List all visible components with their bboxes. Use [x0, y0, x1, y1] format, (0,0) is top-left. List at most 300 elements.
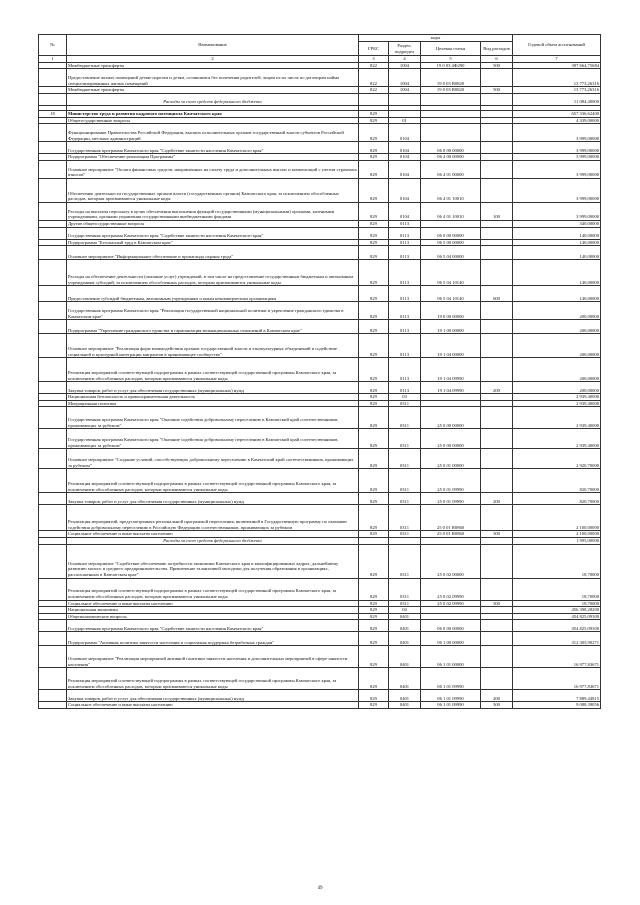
row-section: 04 — [389, 607, 421, 614]
row-target: 06 1 01 09990 — [421, 690, 481, 702]
table-row — [39, 286, 601, 302]
row-type — [481, 449, 513, 469]
row-grbs: 829 — [359, 505, 389, 531]
row-grbs: 829 — [359, 600, 389, 607]
row-target: 06 0 00 00000 — [421, 142, 481, 154]
row-number — [39, 537, 67, 544]
row-target: 25 0 01 09990 — [421, 469, 481, 493]
row-section: 0311 — [389, 449, 421, 469]
row-target: 06 1 01 09990 — [421, 668, 481, 690]
row-number — [39, 246, 67, 260]
row-name: Основное мероприятие "Реализация мероприятий активной политики занятости населения и дополнительных мероприятий в сфере занятости населения" — [67, 646, 359, 668]
row-number — [39, 87, 67, 94]
table-row — [39, 246, 601, 260]
row-name: Основное мероприятие "Оплата финансовых средств, направленных на оплату труда и дополнительных выплат и компенсаций с учетом страховых взносов" — [67, 160, 359, 178]
row-target — [421, 537, 481, 544]
row-name: Расходы на выплаты персоналу в целях обеспечения выполнения функций государственными (муниципальными) органами, казенными учреждениями, органами управления государственными внебюджетными фондами — [67, 202, 359, 220]
row-name: Национальная безопасность и правоохранительная деятельность — [67, 394, 359, 401]
row-section: 0104 — [389, 154, 421, 161]
row-name: Подпрограмма "Обеспечение реализации Программы" — [67, 154, 359, 161]
row-section: 0113 — [389, 227, 421, 239]
row-type: 200 — [481, 690, 513, 702]
row-number — [39, 407, 67, 429]
row-grbs: 829 — [359, 220, 389, 227]
row-name: Реализация мероприятий, предусмотренных региональной программой переселения, включенной в Государственную программу по оказанию содействия добровольному переселению в Российскую Федерацию соотечественников, проживающих за рубежом — [67, 505, 359, 531]
row-number — [39, 668, 67, 690]
row-amount: 3 999,00000 — [513, 178, 601, 202]
row-name: Межбюджетные трансферты — [67, 62, 359, 69]
row-grbs: 829 — [359, 394, 389, 401]
row-type — [481, 544, 513, 578]
row-section: 0104 — [389, 124, 421, 142]
table-row — [39, 407, 601, 429]
row-number — [39, 202, 67, 220]
row-type: 300 — [481, 531, 513, 538]
row-grbs: 829 — [359, 239, 389, 246]
row-type — [481, 117, 513, 124]
row-grbs: 829 — [359, 302, 389, 320]
row-section: 0104 — [389, 142, 421, 154]
colnum-6: 6 — [481, 56, 513, 63]
row-section: 0311 — [389, 505, 421, 531]
row-amount: 200,00000 — [513, 302, 601, 320]
row-number — [39, 544, 67, 578]
row-target: 25 0 01 R0860 — [421, 505, 481, 531]
row-note: Расходы за счет средств федерального бюджета — [67, 93, 359, 105]
row-target: 06 4 01 00000 — [421, 160, 481, 178]
row-section: 03 — [389, 394, 421, 401]
row-name: Общегосударственные вопросы — [67, 117, 359, 124]
row-name: Обеспечение деятельности государственных органов власти (государственных органов) Камчатского края, за исключением обособленных расходов, которым присваиваются уникальные коды — [67, 178, 359, 202]
row-name: Другие общегосударственные вопросы — [67, 220, 359, 227]
row-amount: 3 999,00000 — [513, 124, 601, 142]
row-grbs: 822 — [359, 69, 389, 87]
table-row — [39, 578, 601, 600]
row-amount: 16 977,83671 — [513, 668, 601, 690]
row-target: 06 5 00 00000 — [421, 239, 481, 246]
row-number — [39, 531, 67, 538]
row-name: Подпрограмма "Безопасный труд в Камчатском крае" — [67, 239, 359, 246]
table-row — [39, 607, 601, 614]
table-row — [39, 110, 601, 117]
colnum-1: 1 — [39, 56, 67, 63]
table-row — [39, 202, 601, 220]
row-grbs: 829 — [359, 260, 389, 286]
row-grbs: 829 — [359, 429, 389, 449]
row-section: 0401 — [389, 613, 421, 620]
row-type — [481, 646, 513, 668]
row-type — [481, 260, 513, 286]
row-section: 0311 — [389, 469, 421, 493]
row-amount: 140,00000 — [513, 227, 601, 239]
row-number — [39, 62, 67, 69]
row-number — [39, 449, 67, 469]
row-type — [481, 668, 513, 690]
row-type — [481, 178, 513, 202]
row-amount: 200,00000 — [513, 320, 601, 334]
row-target: 06 4 01 10010 — [421, 202, 481, 220]
table-row — [39, 531, 601, 538]
row-target: 19 1 04 00000 — [421, 334, 481, 358]
row-section: 0311 — [389, 493, 421, 505]
row-name: Министерство труда и развития кадрового потенциала Камчатского края — [67, 110, 359, 117]
row-number — [39, 429, 67, 449]
row-number — [39, 154, 67, 161]
row-name: Предоставление субсидий бюджетным, автономным учреждениям и иным некоммерческим организациям — [67, 286, 359, 302]
row-grbs: 829 — [359, 531, 389, 538]
row-target — [421, 220, 481, 227]
row-section: 0401 — [389, 668, 421, 690]
table-row — [39, 600, 601, 607]
table-row — [39, 358, 601, 382]
row-amount: 820,70000 — [513, 469, 601, 493]
row-name: Закупка товаров, работ и услуг для обеспечения государственных (муниципальных) нужд — [67, 690, 359, 702]
row-type: 200 — [481, 382, 513, 394]
row-grbs: 829 — [359, 668, 389, 690]
row-section: 0113 — [389, 382, 421, 394]
row-grbs: 829 — [359, 620, 389, 632]
row-name: Общеэкономические вопросы — [67, 613, 359, 620]
row-grbs: 829 — [359, 246, 389, 260]
row-number — [39, 178, 67, 202]
row-section: 0113 — [389, 260, 421, 286]
row-number — [39, 286, 67, 302]
row-target — [421, 124, 481, 142]
row-amount: 3 999,00000 — [513, 202, 601, 220]
table-row — [39, 469, 601, 493]
header-codes: коды — [359, 35, 513, 42]
row-type: 300 — [481, 702, 513, 709]
row-target — [421, 607, 481, 614]
row-name: Предоставление жилых помещений детям-сиротам и детям, оставшимся без попечения родителей, лицам из их числа по договорам найма специализированных жилых помещений — [67, 69, 359, 87]
row-number — [39, 358, 67, 382]
table-row — [39, 160, 601, 178]
row-target: 25 0 01 R0860 — [421, 531, 481, 538]
row-section: 0401 — [389, 620, 421, 632]
row-amount: 3 999,00000 — [513, 160, 601, 178]
table-row — [39, 429, 601, 449]
row-type — [481, 632, 513, 646]
row-amount: 13 773,26316 — [513, 87, 601, 94]
row-target — [421, 110, 481, 117]
table-row — [39, 62, 601, 69]
row-section: 0113 — [389, 286, 421, 302]
table-row — [39, 394, 601, 401]
row-section: 0311 — [389, 544, 421, 578]
row-type — [481, 358, 513, 382]
row-number — [39, 117, 67, 124]
table-row — [39, 93, 601, 105]
row-grbs: 829 — [359, 632, 389, 646]
row-name: Основное мероприятие "Содействие обеспечению потребности экономики Камчатского края в квалифицированных кадрах, дальнейшему развитию малого и среднего предпринимательства. Привлечение талантливой молодежи для получения образования в организациях, расположенных в Камчатском крае" — [67, 544, 359, 578]
row-section: 0113 — [389, 302, 421, 320]
table-row — [39, 302, 601, 320]
row-number — [39, 124, 67, 142]
colnum-5: 5 — [421, 56, 481, 63]
row-amount: 454 825,09300 — [513, 620, 601, 632]
table-row — [39, 668, 601, 690]
row-grbs: 829 — [359, 613, 389, 620]
row-amount: 140,00000 — [513, 239, 601, 246]
row-name: Реализация мероприятий соответствующей подпрограммы в рамках соответствующей государственной программы Камчатского края, за исключением обособленных расходов, которым присваиваются уникальные коды — [67, 358, 359, 382]
row-number — [39, 632, 67, 646]
row-target: 25 0 01 00000 — [421, 449, 481, 469]
row-grbs: 829 — [359, 334, 389, 358]
row-grbs — [359, 93, 389, 105]
row-type — [481, 400, 513, 407]
row-type — [481, 227, 513, 239]
table-row — [39, 449, 601, 469]
row-target: 25 0 02 09990 — [421, 578, 481, 600]
row-number — [39, 690, 67, 702]
row-amount: 3 999,00000 — [513, 142, 601, 154]
row-target: 19 0 03 R0820 — [421, 87, 481, 94]
row-type — [481, 142, 513, 154]
row-grbs: 829 — [359, 578, 389, 600]
row-target: 06 4 00 00000 — [421, 154, 481, 161]
row-amount: 7 889,44815 — [513, 690, 601, 702]
row-name: Государственная программа Камчатского края "Оказание содействия добровольному переселению в Камчатский край соотечественников, проживающих за рубежом" — [67, 429, 359, 449]
row-number — [39, 320, 67, 334]
table-row — [39, 239, 601, 246]
row-target: 06 1 01 00000 — [421, 646, 481, 668]
table-row — [39, 400, 601, 407]
row-type: 500 — [481, 87, 513, 94]
row-type — [481, 429, 513, 449]
row-name: Государственная программа Камчатского края "Содействие занятости населения Камчатского края" — [67, 227, 359, 239]
row-number — [39, 260, 67, 286]
row-target: 06 0 00 00000 — [421, 620, 481, 632]
table-row — [39, 142, 601, 154]
row-grbs: 829 — [359, 469, 389, 493]
row-type — [481, 160, 513, 178]
header-name: Наименование — [67, 35, 359, 56]
table-row — [39, 227, 601, 239]
table-row — [39, 493, 601, 505]
row-grbs: 822 — [359, 62, 389, 69]
row-amount: 9 088,39056 — [513, 702, 601, 709]
header-no: № — [39, 35, 67, 56]
table-row — [39, 505, 601, 531]
row-amount: 2 939,40000 — [513, 400, 601, 407]
row-number — [39, 69, 67, 87]
row-grbs: 829 — [359, 154, 389, 161]
row-amount: 11 084,40000 — [513, 93, 601, 105]
row-grbs — [359, 537, 389, 544]
row-section: 0113 — [389, 358, 421, 382]
row-amount: 2 939,40000 — [513, 407, 601, 429]
row-amount: 200,00000 — [513, 358, 601, 382]
row-target: 25 0 02 00000 — [421, 544, 481, 578]
header-type: Вид расходов — [481, 42, 513, 56]
row-type — [481, 394, 513, 401]
row-name: Расходы на обеспечение деятельности (оказание услуг) учреждений, в том числе на предоставление государственным бюджетным и автономным учреждениям субсидий, за исключением обособленных расходов, которым присваиваются уникальные коды — [67, 260, 359, 286]
row-grbs: 829 — [359, 160, 389, 178]
page-number: 49 — [317, 886, 323, 891]
row-number — [39, 382, 67, 394]
row-amount: 18,70000 — [513, 544, 601, 578]
row-grbs: 829 — [359, 227, 389, 239]
row-type: 300 — [481, 600, 513, 607]
row-type — [481, 334, 513, 358]
header-target: Целевая статья — [421, 42, 481, 56]
row-name: Государственная программа Камчатского края "Реализация государственной национальной политики и укрепление гражданского единства в Камчатском крае" — [67, 302, 359, 320]
colnum-4: 4 — [389, 56, 421, 63]
row-type — [481, 154, 513, 161]
row-target: 25 0 00 00000 — [421, 407, 481, 429]
row-amount: 140,00000 — [513, 260, 601, 286]
row-section: 0401 — [389, 632, 421, 646]
row-amount: 456 398,28200 — [513, 607, 601, 614]
table-body — [39, 62, 601, 708]
row-section: 0104 — [389, 160, 421, 178]
row-name: Социальное обеспечение и иные выплаты населению — [67, 702, 359, 709]
row-number — [39, 160, 67, 178]
budget-page — [38, 34, 600, 709]
row-target: 06 1 01 09990 — [421, 702, 481, 709]
row-target: 19 0 00 00000 — [421, 302, 481, 320]
row-section: 0113 — [389, 246, 421, 260]
colnum-3: 3 — [359, 56, 389, 63]
row-section — [389, 110, 421, 117]
row-amount: 16 977,83671 — [513, 646, 601, 668]
row-number — [39, 142, 67, 154]
row-target: 06 5 04 10140 — [421, 286, 481, 302]
row-note: Расходы за счет средств федерального бюджета — [67, 537, 359, 544]
row-name: Социальное обеспечение и иные выплаты населению — [67, 600, 359, 607]
table-row — [39, 87, 601, 94]
row-type — [481, 93, 513, 105]
row-section: 0104 — [389, 178, 421, 202]
row-amount: 3 999,00000 — [513, 154, 601, 161]
row-type — [481, 607, 513, 614]
row-amount: 397 664,75684 — [513, 62, 601, 69]
row-type — [481, 505, 513, 531]
row-section: 0401 — [389, 690, 421, 702]
row-type: 200 — [481, 493, 513, 505]
row-name: Основное мероприятие "Реализация форм взаимодействия органов государственной власти и этнокультурных объединений и содействие социальной и культурной интеграции мигрантов в принимающее сообщество" — [67, 334, 359, 358]
row-grbs: 829 — [359, 607, 389, 614]
table-row — [39, 646, 601, 668]
table-row — [39, 382, 601, 394]
row-type — [481, 302, 513, 320]
colnum-2: 2 — [67, 56, 359, 63]
row-name: Основное мероприятие "Создание условий, способствующих добровольному переселению в Камчатский край соотечественников, проживающих за рубежом" — [67, 449, 359, 469]
row-type — [481, 246, 513, 260]
row-type — [481, 469, 513, 493]
row-section: 0401 — [389, 646, 421, 668]
row-target: 19 1 04 09990 — [421, 358, 481, 382]
row-number — [39, 302, 67, 320]
row-name: Национальная экономика — [67, 607, 359, 614]
row-target: 06 0 00 00000 — [421, 227, 481, 239]
table-row — [39, 702, 601, 709]
row-amount: 2 939,40000 — [513, 429, 601, 449]
row-section: 0311 — [389, 400, 421, 407]
row-amount: 140,00000 — [513, 286, 601, 302]
row-section: 1004 — [389, 62, 421, 69]
row-number — [39, 227, 67, 239]
row-grbs: 829 — [359, 407, 389, 429]
row-number — [39, 607, 67, 614]
row-amount: 2 939,40000 — [513, 394, 601, 401]
row-amount: 140,00000 — [513, 246, 601, 260]
row-grbs: 829 — [359, 178, 389, 202]
row-target: 06 5 04 00000 — [421, 246, 481, 260]
row-name: Государственная программа Камчатского края "Содействие занятости населения Камчатского края" — [67, 620, 359, 632]
table-row — [39, 613, 601, 620]
row-name: Миграционная политика — [67, 400, 359, 407]
row-section: 0311 — [389, 600, 421, 607]
row-section: 0113 — [389, 334, 421, 358]
row-section: 0113 — [389, 239, 421, 246]
row-number — [39, 702, 67, 709]
row-grbs: 829 — [359, 400, 389, 407]
row-target: 25 0 00 00000 — [421, 429, 481, 449]
row-target: 19 1 04 09990 — [421, 382, 481, 394]
row-section: 0311 — [389, 578, 421, 600]
row-type: 600 — [481, 286, 513, 302]
table-row — [39, 69, 601, 87]
table-header — [39, 35, 601, 63]
row-type — [481, 613, 513, 620]
row-grbs: 829 — [359, 646, 389, 668]
table-row — [39, 124, 601, 142]
row-name: Закупка товаров, работ и услуг для обеспечения государственных (муниципальных) нужд — [67, 382, 359, 394]
row-number — [39, 239, 67, 246]
row-amount: 18,70000 — [513, 600, 601, 607]
row-grbs: 829 — [359, 117, 389, 124]
row-grbs: 829 — [359, 702, 389, 709]
row-number — [39, 493, 67, 505]
row-number: 18 — [39, 110, 67, 117]
row-section — [389, 537, 421, 544]
row-name: Основное мероприятие "Информационное обеспечение и пропаганда охраны труда" — [67, 246, 359, 260]
row-grbs: 822 — [359, 87, 389, 94]
row-name: Закупка товаров, работ и услуг для обеспечения государственных (муниципальных) нужд — [67, 493, 359, 505]
row-target: 06 4 01 10010 — [421, 178, 481, 202]
row-target: 25 0 01 09990 — [421, 493, 481, 505]
row-name: Реализация мероприятий соответствующей подпрограммы в рамках соответствующей государственной программы Камчатского края, за исключением обособленных расходов, которым присваиваются уникальные коды — [67, 668, 359, 690]
row-grbs: 829 — [359, 202, 389, 220]
row-type — [481, 320, 513, 334]
row-name: Функционирование Правительства Российской Федерации, высших исполнительных органов государственной власти субъектов Российской Федерации, местных администраций — [67, 124, 359, 142]
row-section — [389, 93, 421, 105]
row-section: 0311 — [389, 429, 421, 449]
row-grbs: 829 — [359, 690, 389, 702]
row-target: 19 0 03 4Ф290 — [421, 62, 481, 69]
row-section: 0104 — [389, 202, 421, 220]
table-row — [39, 154, 601, 161]
table-row — [39, 544, 601, 578]
row-number — [39, 400, 67, 407]
row-grbs: 829 — [359, 449, 389, 469]
row-amount: 657 336,62400 — [513, 110, 601, 117]
row-grbs: 829 — [359, 358, 389, 382]
row-number — [39, 613, 67, 620]
row-amount: 200,00000 — [513, 382, 601, 394]
row-type: 500 — [481, 62, 513, 69]
table-row — [39, 334, 601, 358]
row-type — [481, 69, 513, 87]
row-number — [39, 334, 67, 358]
row-amount: 200,00000 — [513, 334, 601, 358]
row-target: 06 5 04 10140 — [421, 260, 481, 286]
row-type — [481, 124, 513, 142]
row-amount: 312 305,90271 — [513, 632, 601, 646]
row-name: Реализация мероприятий соответствующей подпрограммы в рамках соответствующей государственной программы Камчатского края, за исключением обособленных расходов, которым присваиваются уникальные коды — [67, 469, 359, 493]
row-target: 06 1 00 00000 — [421, 632, 481, 646]
